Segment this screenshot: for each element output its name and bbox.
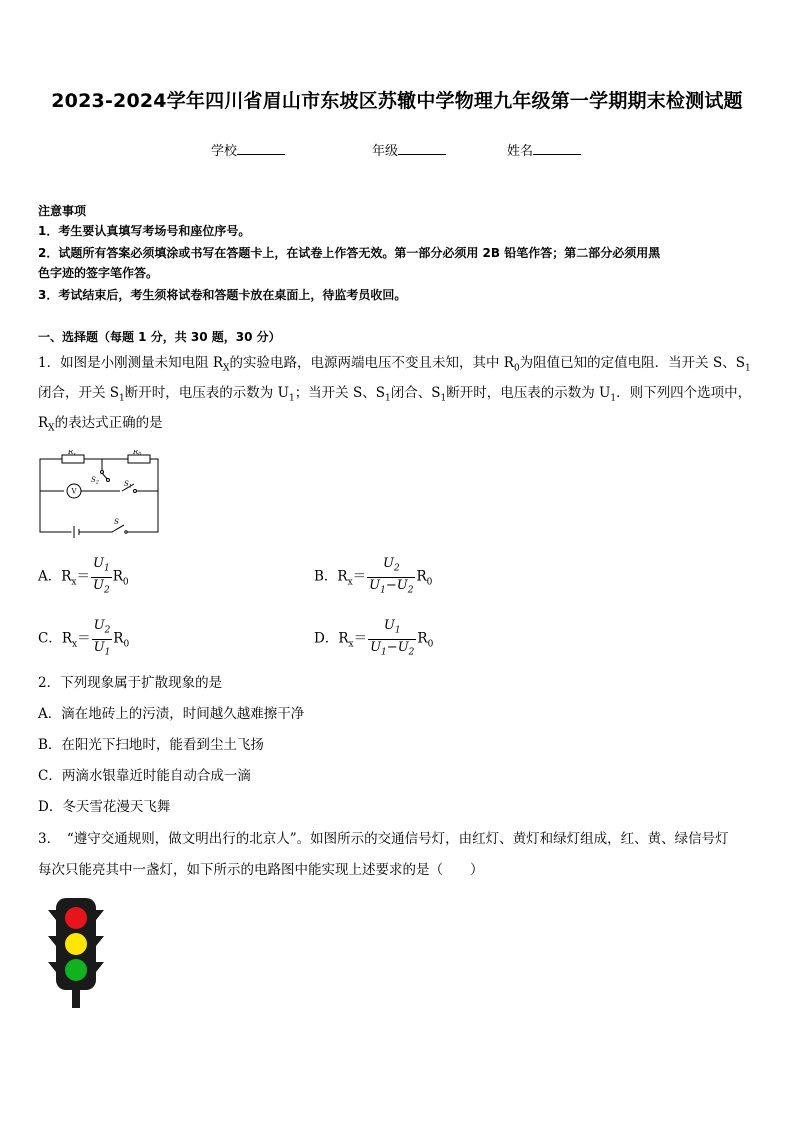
opt-b-den: $U_1-U_2$ [367, 577, 415, 599]
opt-b-num: $U_2$ [382, 556, 400, 574]
question-1-line-2: 闭合，开关 $S_1$断开时，电压表的示数为 $U_1$；当开关 S、$S_1$闭合、$S_1$断开时，电压表的示数为 $U_1$．则下列四个选项中， [38, 385, 752, 404]
opt-a-den: $U_2$ [91, 577, 112, 599]
traffic-light-image [44, 896, 108, 1008]
voltmeter-label: V [71, 487, 77, 496]
notice-item-1: 1．考生要认真填写考场号和座位序号。 [38, 224, 251, 238]
q1-option-a[interactable]: A．$R_x=$ $\frac{U_1}{U_2}$ $R_0$ [38, 556, 129, 598]
label-s: S [114, 518, 119, 526]
label-r0: $R_0$ [133, 450, 142, 458]
question-1-line-1: 1．如图是小刚测量未知电阻 $R_X$的实验电路，电源两端电压不变且未知，其中 $R_0$为阻值已知的定值电阻．当开关 S、$S_1$ [38, 355, 751, 374]
question-2-stem: 2．下列现象属于扩散现象的是 [38, 675, 223, 691]
q2-option-c[interactable]: C．两滴水银靠近时能自动合成一滴 [38, 768, 251, 784]
opt-d-num: $U_1$ [383, 618, 401, 636]
circuit-diagram [36, 450, 162, 538]
opt-a-num: $U_1$ [93, 556, 110, 574]
q2-option-a[interactable]: A．滴在地砖上的污渍，时间越久越难擦干净 [38, 706, 305, 722]
notice-item-2-cont: 色字迹的签字笔作答。 [38, 266, 159, 280]
label-s1: $S_1$ [124, 480, 132, 490]
green-light [65, 959, 87, 981]
opt-c-den: $U_1$ [92, 639, 113, 661]
notice-item-3: 3．考试结束后，考生须将试卷和答题卡放在桌面上，待监考员收回。 [38, 288, 407, 302]
grade-field[interactable]: 年级 [372, 140, 446, 159]
section-heading: 一、选择题（每题 1 分，共 30 题，30 分） [38, 330, 281, 344]
label-s2: $S_2$ [91, 476, 99, 486]
notice-item-2: 2．试题所有答案必须填涂或书写在答题卡上，在试卷上作答无效。第一部分必须用 2B 铅笔作答；第二部分必须用黑 [38, 246, 661, 260]
notice-heading: 注意事项 [38, 204, 87, 218]
q1-option-d[interactable]: D．$R_x=$ $\frac{U_1}{U_1-U_2}$ $R_0$ [314, 618, 433, 660]
opt-d-den: $U_1-U_2$ [368, 639, 416, 661]
question-1-line-3: $R_X$的表达式正确的是 [38, 415, 163, 434]
question-3-line-2: 每次只能亮其中一盏灯，如下所示的电路图中能实现上述要求的是（ ） [38, 862, 484, 878]
page-title: 2023-2024学年四川省眉山市东坡区苏辙中学物理九年级第一学期期末检测试题 [51, 90, 743, 112]
q2-option-d[interactable]: D．冬天雪花漫天飞舞 [38, 799, 171, 815]
red-light [65, 907, 87, 929]
question-3-line-1: 3． “遵守交通规则，做文明出行的北京人”。如图所示的交通信号灯，由红灯、黄灯和绿灯组成，红、黄、绿信号灯 [38, 831, 729, 847]
name-field[interactable]: 姓名 [507, 140, 581, 159]
yellow-light [65, 933, 87, 955]
q2-option-b[interactable]: B．在阳光下扫地时，能看到尘土飞扬 [38, 737, 264, 753]
school-field[interactable]: 学校 [211, 140, 285, 159]
opt-c-num: $U_2$ [93, 618, 111, 636]
q1-option-b[interactable]: B．$R_x=$ $\frac{U_2}{U_1-U_2}$ $R_0$ [314, 556, 432, 598]
q1-option-c[interactable]: C．$R_x=$ $\frac{U_2}{U_1}$ $R_0$ [38, 618, 129, 660]
label-rx: $R_x$ [68, 450, 77, 458]
